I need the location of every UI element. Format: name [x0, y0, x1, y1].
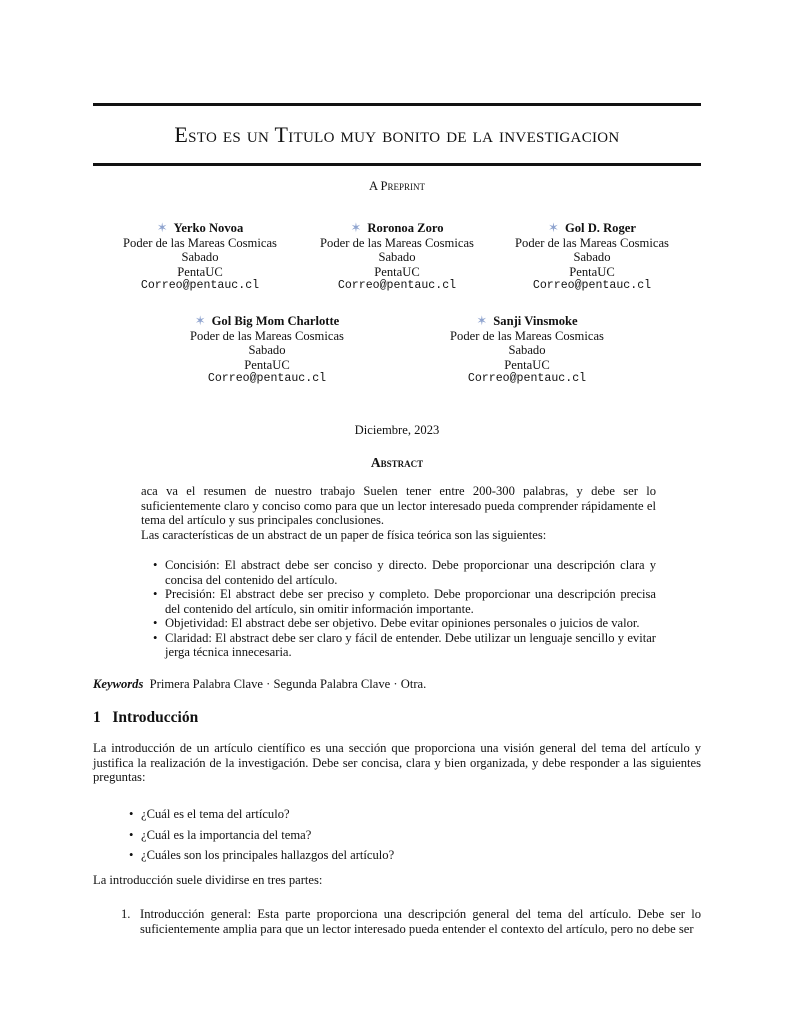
author-email[interactable]: Correo@pentauc.cl: [140, 279, 260, 292]
author-institution: PentaUC: [244, 357, 290, 372]
list-item: • ¿Cuál es la importancia del tema?: [129, 828, 394, 843]
abstract-bullets: [153, 558, 656, 660]
author-block: [167, 314, 367, 387]
star-icon: ✶: [476, 313, 488, 328]
author-institution: PentaUC: [569, 264, 615, 279]
star-icon: ✶: [350, 220, 362, 235]
author-affiliation: Poder de las Mareas Cosmicas: [190, 328, 344, 343]
section-heading: [93, 709, 198, 727]
list-item: • ¿Cuáles son los principales hallazgos del artículo?: [129, 848, 394, 863]
author-line: Sabado: [181, 250, 219, 264]
date: Diciembre, 2023: [354, 423, 440, 437]
author-email[interactable]: Correo@pentauc.cl: [532, 279, 652, 292]
author-email[interactable]: Correo@pentauc.cl: [467, 372, 587, 385]
author-institution: PentaUC: [177, 264, 223, 279]
enum-number: 1.: [121, 907, 131, 921]
author-affiliation: Poder de las Mareas Cosmicas: [450, 328, 604, 343]
abstract-paragraph: aca va el resumen de nuestro trabajo Suelen tener entre 200-300 palabras, y debe ser lo suficientemente claro y conciso como para que un lector interesado pueda comprender rápidamente el tema del artículo y sus principales conclusiones.: [141, 484, 656, 527]
star-icon: ✶: [548, 220, 559, 235]
author-name: Yerko Novoa: [173, 221, 244, 235]
enumerated-item: [121, 907, 701, 936]
author-line: Sabado: [573, 250, 611, 264]
author-block: [492, 221, 692, 294]
star-icon: ✶: [194, 313, 206, 328]
author-institution: PentaUC: [374, 264, 420, 279]
intro-paragraph-2: La introducción suele dividirse en tres partes:: [93, 873, 323, 887]
author-affiliation: Poder de las Mareas Cosmicas: [320, 235, 474, 250]
paper-title: Esto es un Titulo muy bonito de la investigacion: [174, 122, 620, 147]
star-icon: ✶: [156, 220, 168, 235]
author-affiliation: Poder de las Mareas Cosmicas: [515, 235, 669, 250]
abstract-text: [141, 484, 656, 542]
author-affiliation: Poder de las Mareas Cosmicas: [123, 235, 277, 250]
section-title: Introducción: [112, 709, 199, 726]
author-line: Sabado: [508, 343, 546, 357]
preprint-label: A Preprint: [368, 179, 426, 193]
list-item: • Concisión: El abstract debe ser conciso y directo. Debe proporcionar una descripción clara y concisa del contenido del artículo.: [153, 558, 656, 587]
title-rule-top: [93, 103, 701, 106]
author-block: [297, 221, 497, 294]
abstract-paragraph: Las características de un abstract de un paper de física teórica son las siguientes:: [141, 527, 547, 542]
author-block: [100, 221, 300, 294]
list-item: • Claridad: El abstract debe ser claro y fácil de entender. Debe utilizar un lenguaje sencillo y evitar jerga técnica innecesaria.: [153, 631, 656, 660]
questions-list: [129, 807, 394, 869]
author-email[interactable]: Correo@pentauc.cl: [337, 279, 457, 292]
author-name: Gol D. Roger: [564, 221, 636, 235]
list-item: • ¿Cuál es el tema del artículo?: [129, 807, 394, 822]
author-name: Gol Big Mom Charlotte: [211, 314, 340, 328]
keywords-text: Primera Palabra Clave · Segunda Palabra Clave · Otra.: [149, 677, 427, 691]
list-item: • Precisión: El abstract debe ser preciso y completo. Debe proporcionar una descripción precisa del contenido del artículo, sin omitir información importante.: [153, 587, 656, 616]
intro-paragraph: La introducción de un artículo científico es una sección que proporciona una visión general del tema del artículo y justifica la realización de la investigación. Debe ser concisa, clara y bien organizada, y debe responder a las siguientes preguntas:: [93, 741, 701, 784]
author-block: [427, 314, 627, 387]
enum-text: Introducción general: Esta parte proporciona una descripción general del tema del artículo. Debe ser lo suficientemente amplia para que un lector interesado pueda entender el contexto del artículo, pero no debe ser: [140, 907, 701, 936]
section-number: 1: [93, 709, 101, 726]
author-line: Sabado: [248, 343, 286, 357]
abstract-heading: Abstract: [370, 455, 424, 470]
title-rule-bottom: [93, 163, 701, 166]
author-email[interactable]: Correo@pentauc.cl: [207, 372, 327, 385]
author-institution: PentaUC: [504, 357, 550, 372]
author-name: Sanji Vinsmoke: [493, 314, 578, 328]
keywords: [93, 677, 426, 692]
list-item: • Objetividad: El abstract debe ser objetivo. Debe evitar opiniones personales o juicios de valor.: [153, 616, 656, 631]
author-name: Roronoa Zoro: [367, 221, 444, 235]
author-line: Sabado: [378, 250, 416, 264]
keywords-label: Keywords: [93, 677, 144, 691]
